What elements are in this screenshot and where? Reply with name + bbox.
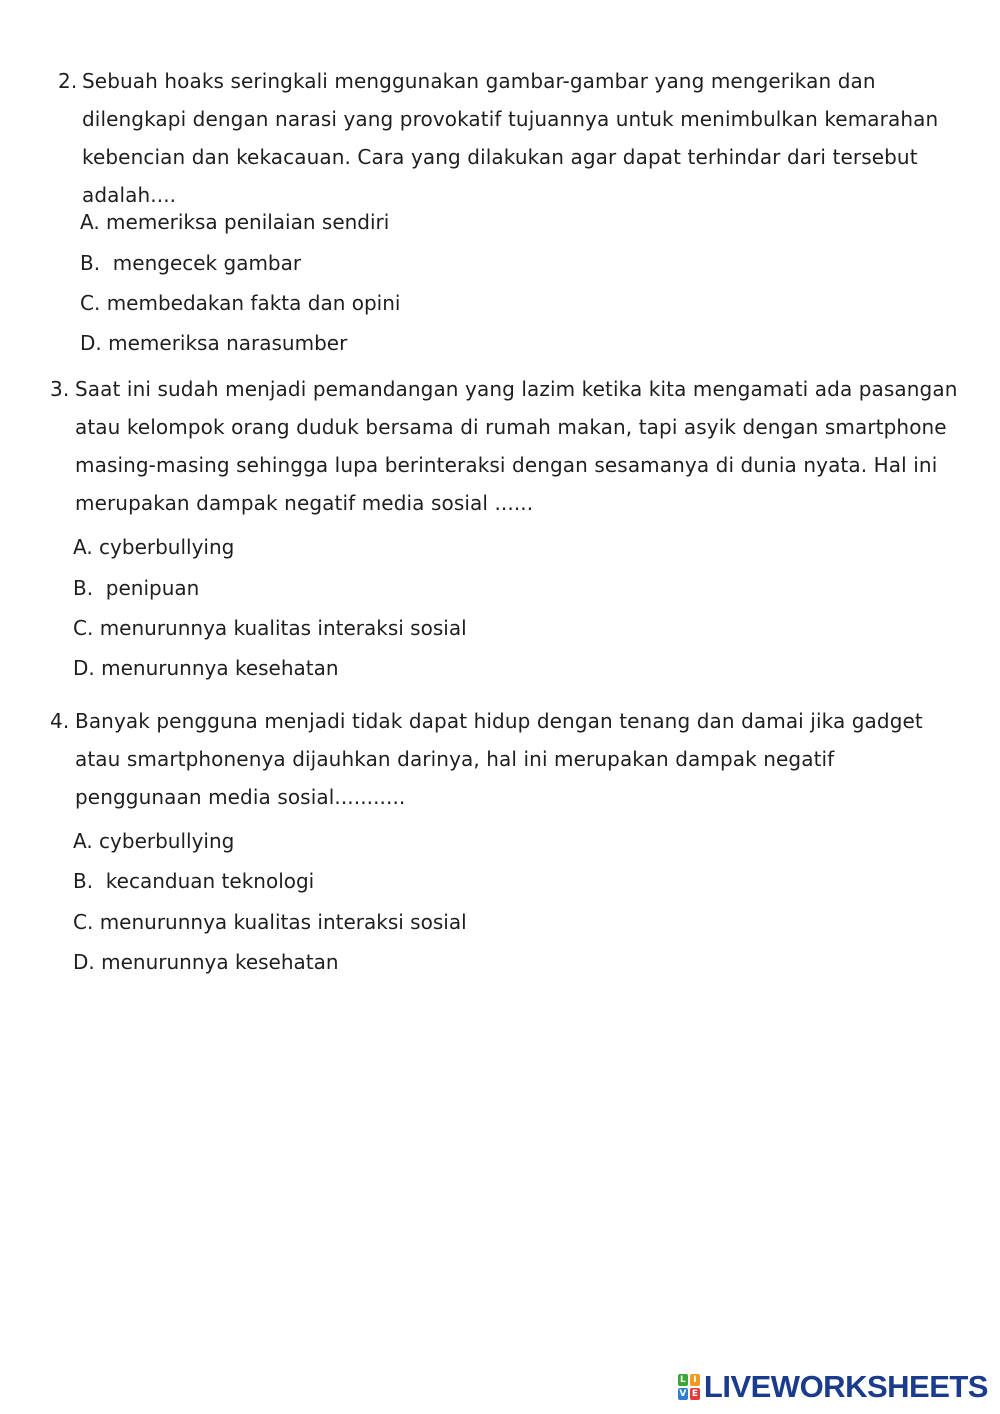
option-text: kecanduan teknologi	[99, 869, 315, 893]
brand-name: LIVEWORKSHEETS	[703, 1369, 988, 1404]
logo-letter: I	[690, 1374, 700, 1386]
option-text: membedakan fakta dan opini	[106, 291, 401, 315]
option-text: menurunnya kualitas interaksi sosial	[99, 616, 467, 640]
question-line: dilengkapi dengan narasi yang provokatif tujuannya untuk menimbulkan kemarahan	[82, 107, 939, 131]
option-text: menurunnya kualitas interaksi sosial	[99, 910, 467, 934]
option-letter: A.	[73, 829, 93, 853]
question-number: 2.	[58, 69, 78, 93]
option-text: memeriksa narasumber	[108, 331, 348, 355]
option-letter: C.	[73, 910, 94, 934]
option-d[interactable]	[73, 950, 339, 974]
option-letter: B.	[73, 869, 94, 893]
option-a[interactable]	[73, 829, 234, 853]
question-line: atau kelompok orang duduk bersama di rumah makan, tapi asyik dengan smartphone	[75, 415, 947, 439]
question-text	[82, 62, 938, 214]
logo-letter: V	[679, 1389, 687, 1399]
question-line: atau smartphonenya dijauhkan darinya, hal ini merupakan dampak negatif	[75, 747, 835, 771]
question-line: kebencian dan kekacauan. Cara yang dilakukan agar dapat terhindar dari tersebut	[82, 145, 918, 169]
option-text: cyberbullying	[99, 535, 235, 559]
option-c[interactable]	[80, 291, 400, 315]
option-a[interactable]	[73, 535, 234, 559]
question-text	[75, 370, 957, 522]
option-c[interactable]	[73, 616, 467, 640]
logo-letter: E	[691, 1389, 698, 1399]
option-d[interactable]	[73, 656, 339, 680]
option-text: penipuan	[99, 576, 200, 600]
question-line: Saat ini sudah menjadi pemandangan yang lazim ketika kita mengamati ada pasangan	[75, 377, 958, 401]
option-text: memeriksa penilaian sendiri	[106, 210, 390, 234]
option-b[interactable]	[73, 869, 314, 893]
liveworksheets-logo	[678, 1370, 988, 1404]
option-letter: D.	[80, 331, 102, 355]
question-line: merupakan dampak negatif media sosial ......	[75, 491, 534, 515]
question-number: 3.	[50, 377, 70, 401]
option-letter: A.	[73, 535, 93, 559]
option-letter: C.	[73, 616, 94, 640]
question-text	[75, 702, 923, 816]
option-text: mengecek gambar	[106, 251, 302, 275]
option-letter: D.	[73, 950, 95, 974]
option-text: cyberbullying	[99, 829, 235, 853]
question-line: penggunaan media sosial...........	[75, 785, 406, 809]
logo-mark-icon	[678, 1374, 700, 1400]
question-4	[50, 702, 923, 816]
option-letter: B.	[73, 576, 94, 600]
question-line: Banyak pengguna menjadi tidak dapat hidup dengan tenang dan damai jika gadget	[75, 709, 923, 733]
option-letter: C.	[80, 291, 101, 315]
option-text: menurunnya kesehatan	[101, 656, 339, 680]
option-b[interactable]	[80, 251, 301, 275]
question-2	[58, 62, 938, 214]
option-text: menurunnya kesehatan	[101, 950, 339, 974]
question-3	[50, 370, 957, 522]
option-b[interactable]	[73, 576, 199, 600]
question-line: masing-masing sehingga lupa berinteraksi dengan sesamanya di dunia nyata. Hal ini	[75, 453, 938, 477]
option-c[interactable]	[73, 910, 467, 934]
question-line: adalah....	[82, 183, 177, 207]
option-letter: A.	[80, 210, 100, 234]
question-line: Sebuah hoaks seringkali menggunakan gambar-gambar yang mengerikan dan	[82, 69, 876, 93]
logo-letter: L	[678, 1374, 688, 1386]
option-a[interactable]	[80, 210, 389, 234]
question-number: 4.	[50, 709, 70, 733]
option-d[interactable]	[80, 331, 347, 355]
option-letter: D.	[73, 656, 95, 680]
option-letter: B.	[80, 251, 101, 275]
